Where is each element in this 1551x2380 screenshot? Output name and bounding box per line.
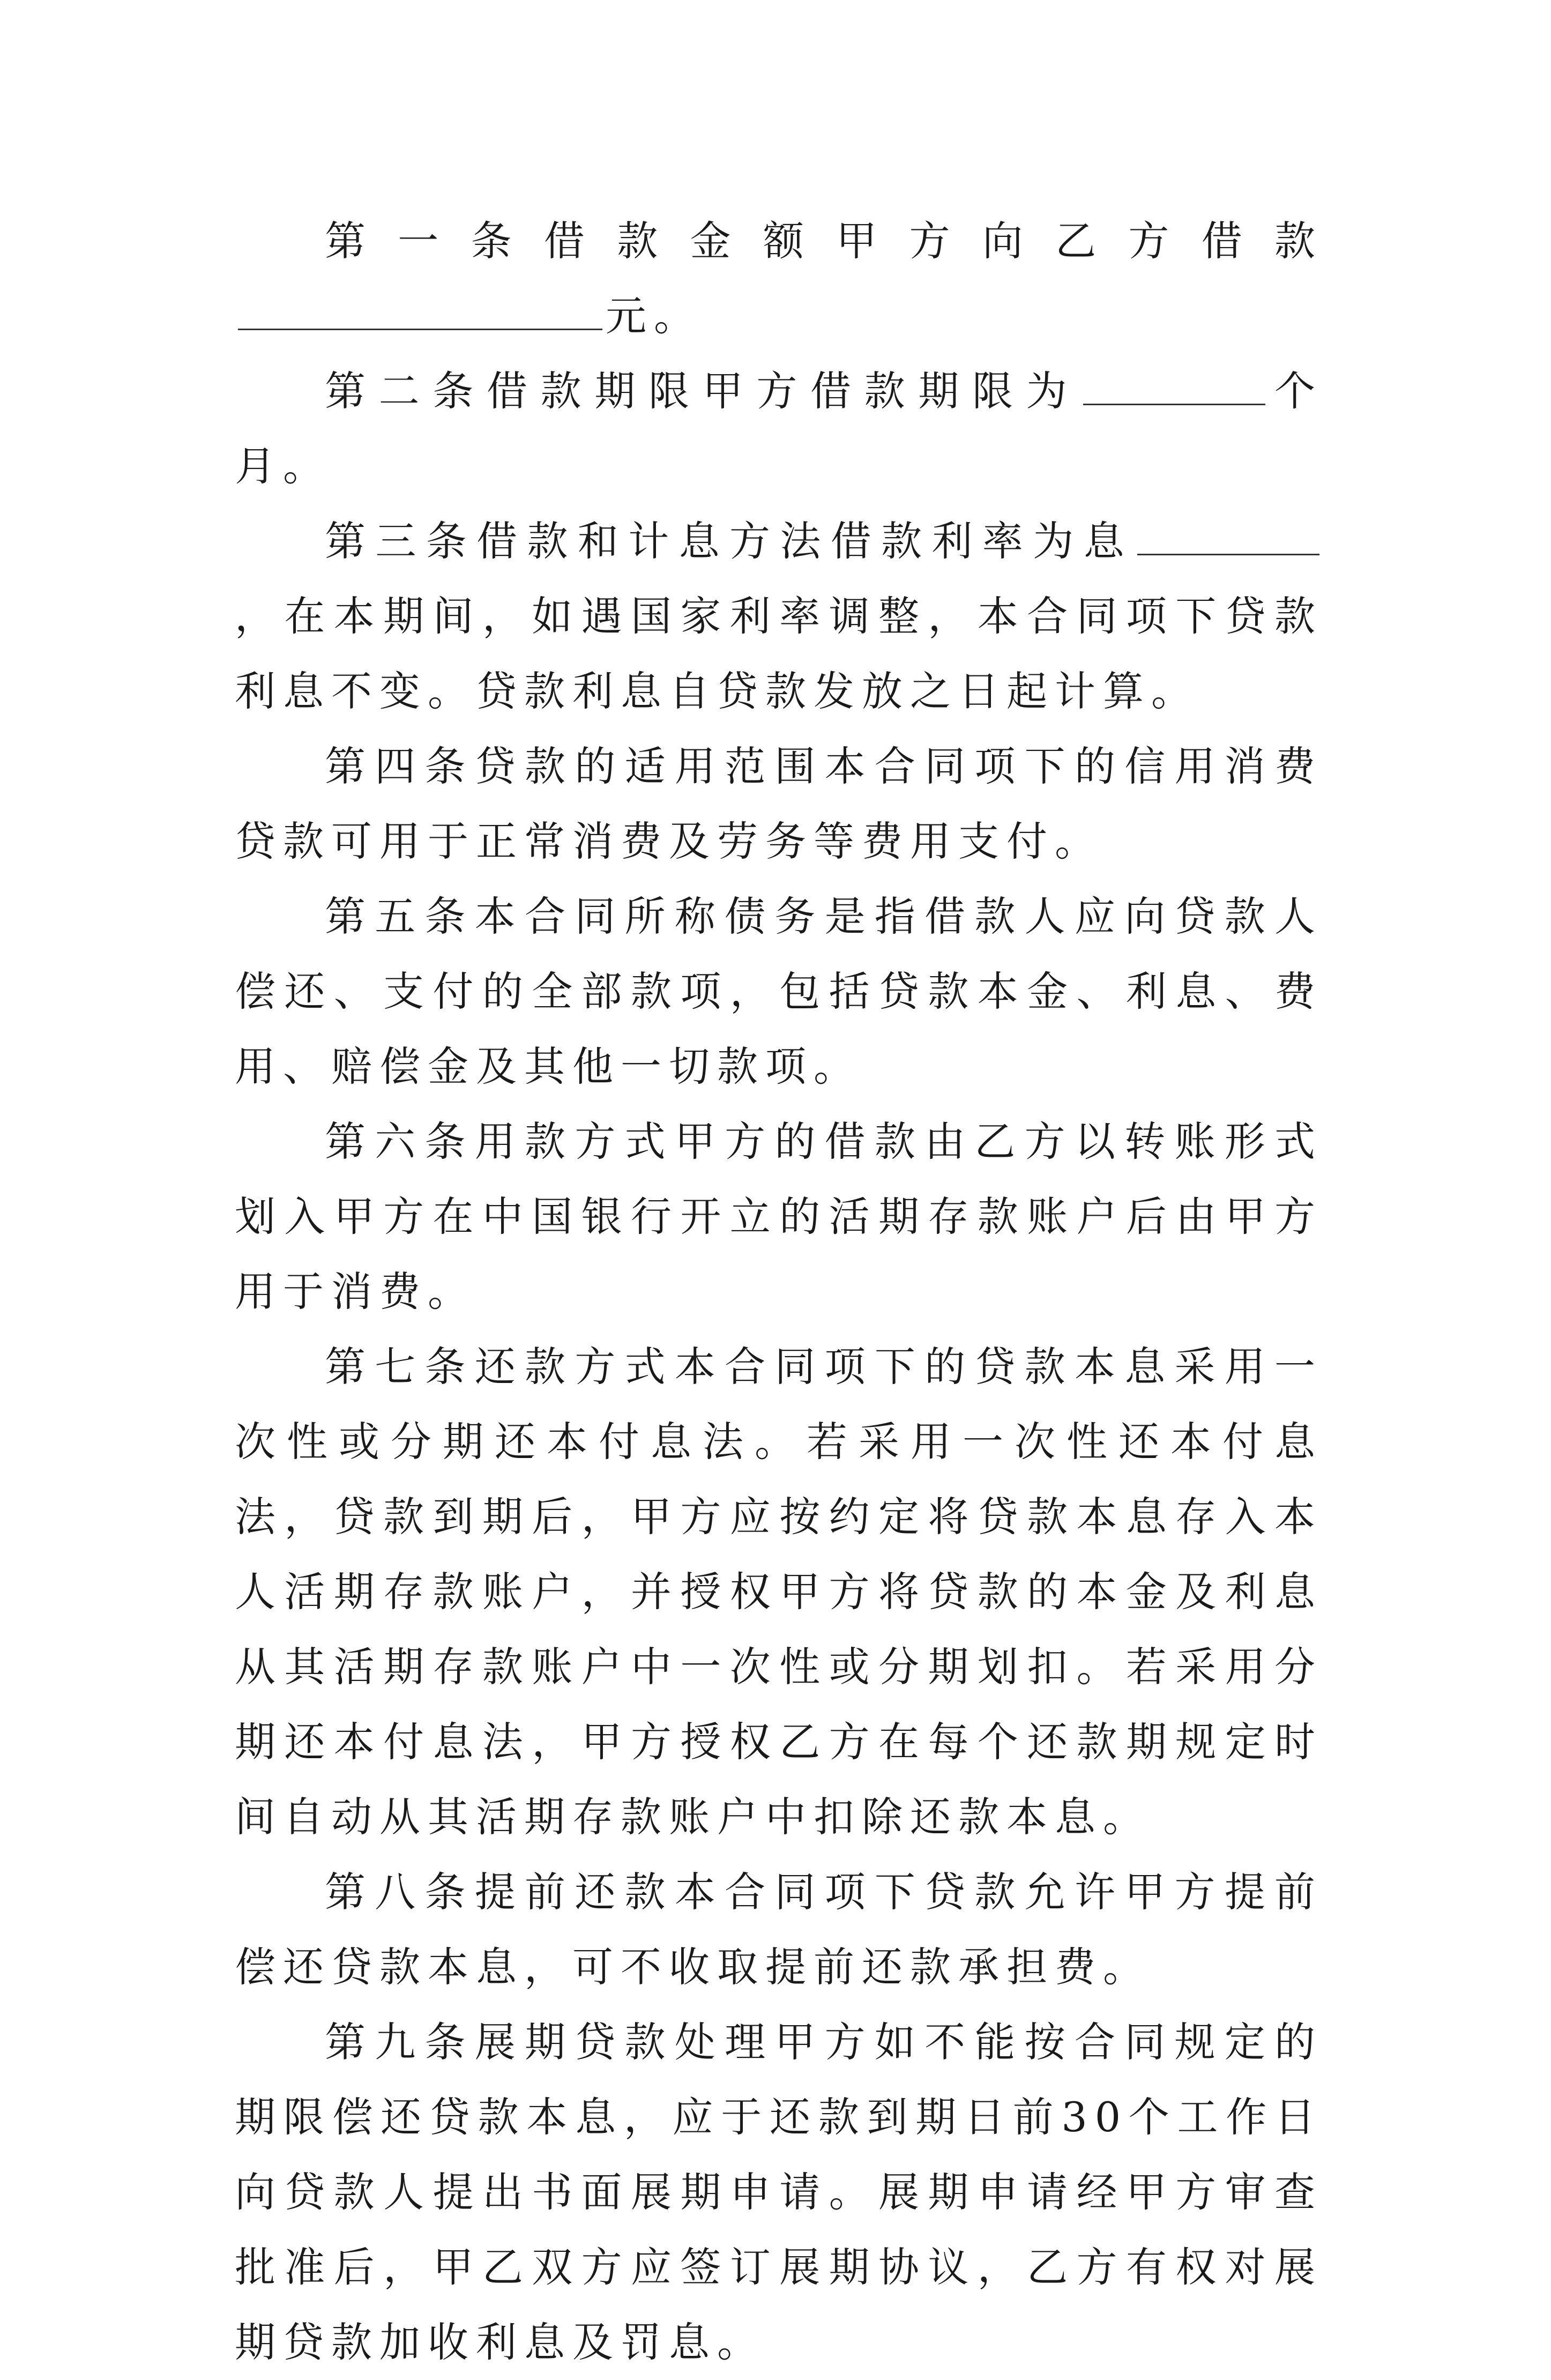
article-2-text-before: 第二条借款期限甲方借款期限为	[325, 367, 1080, 415]
article-2-text-after: 个月。	[235, 367, 1323, 490]
article-7: 第七条还款方式本合同项下的贷款本息采用一次性或分期还本付息法。若采用一次性还本付息法，贷款到期后，甲方应按约定将贷款本息存入本人活期存款账户，并授权甲方将贷款的本金及利息从其活期存款账户中一次性或分期划扣。若采用分期还本付息法，甲方授权乙方在每个还款期规定时间自动从其活期存款账户中扣除还款本息。	[235, 1343, 1323, 1841]
term-blank	[1083, 366, 1265, 405]
amount-blank	[238, 291, 602, 330]
article-1	[235, 204, 1323, 354]
article-5: 第五条本合同所称债务是指借款人应向贷款人偿还、支付的全部款项，包括贷款本金、利息、费用、赔偿金及其他一切款项。	[235, 892, 1323, 1090]
article-3-text-after: ，在本期间，如遇国家利率调整，本合同项下贷款利息不变。贷款利息自贷款发放之日起计算。	[235, 592, 1323, 715]
rate-blank	[1137, 516, 1319, 555]
article-2	[235, 354, 1323, 504]
article-1-text-after: 元。	[606, 292, 702, 340]
article-1-text-before: 第一条借款金额甲方向乙方借款	[325, 217, 1323, 265]
document-body	[235, 204, 1323, 2380]
article-3	[235, 504, 1323, 729]
article-4: 第四条贷款的适用范围本合同项下的信用消费贷款可用于正常消费及劳务等费用支付。	[235, 742, 1323, 865]
article-3-text-before: 第三条借款和计息方法借款利率为息	[325, 517, 1134, 565]
article-6: 第六条用款方式甲方的借款由乙方以转账形式划入甲方在中国银行开立的活期存款账户后由甲方用于消费。	[235, 1118, 1323, 1315]
article-8: 第八条提前还款本合同项下贷款允许甲方提前偿还贷款本息，可不收取提前还款承担费。	[235, 1868, 1323, 1991]
article-9: 第九条展期贷款处理甲方如不能按合同规定的期限偿还贷款本息，应于还款到期日前30个工作日向贷款人提出书面展期申请。展期申请经甲方审查批准后，甲乙双方应签订展期协议，乙方有权对展期贷款加收利息及罚息。	[235, 2018, 1323, 2366]
